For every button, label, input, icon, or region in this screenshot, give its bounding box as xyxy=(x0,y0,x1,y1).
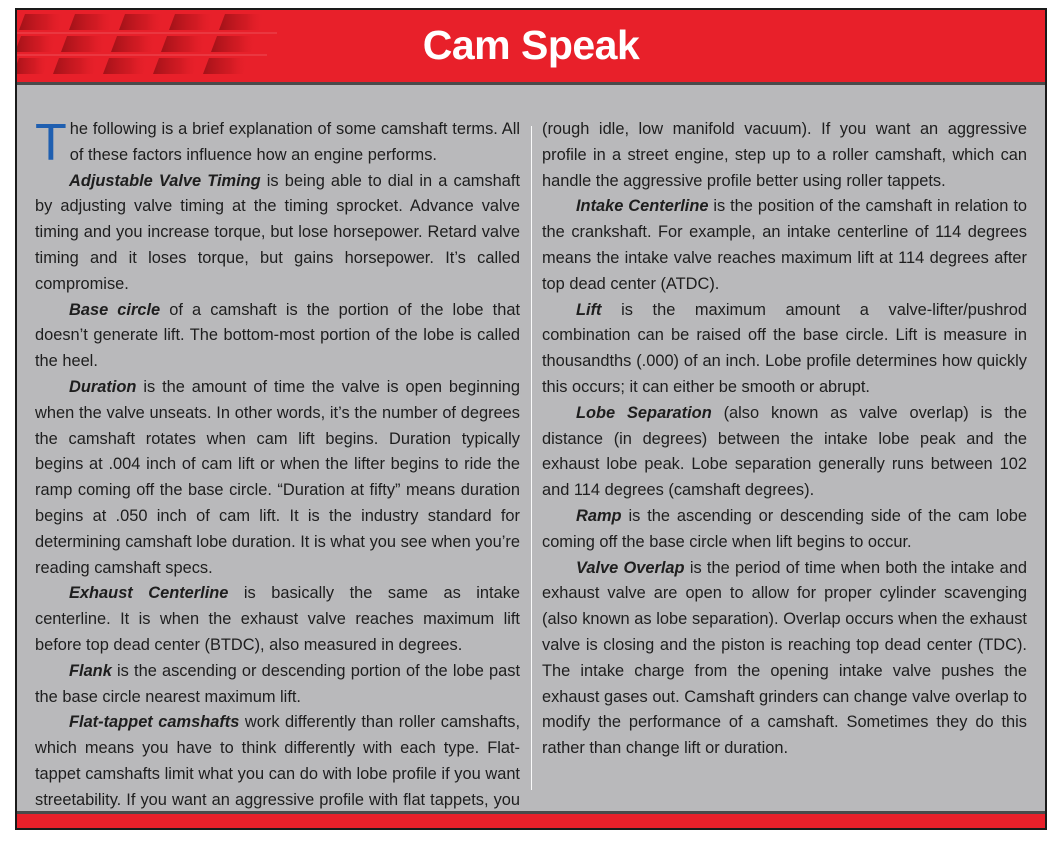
left-column xyxy=(35,114,521,830)
entry-exhaust-centerline xyxy=(35,581,520,658)
term-label: Duration xyxy=(69,377,137,396)
banner-divider xyxy=(17,82,1045,85)
term-definition: of a camshaft is the portion of the lobe that doesn’t generate lift. The bottom-most portion of the lobe is called the heel. xyxy=(35,300,520,371)
right-column xyxy=(542,117,1027,762)
term-label: Exhaust Centerline xyxy=(69,584,229,603)
footer-bar xyxy=(17,814,1045,828)
entry-intake-centerline xyxy=(542,194,1027,297)
intro-text: he following is a brief explanation of some camshaft terms. All of these factors influence how an engine performs. xyxy=(69,120,520,164)
entry-flank xyxy=(35,659,520,711)
term-label: Base circle xyxy=(69,300,161,319)
term-definition: is basically the same as intake centerline. It is when the exhaust valve reaches maximum lift before top dead center (BTDC), also measured in degrees. xyxy=(35,584,521,654)
continued-paragraph: (rough idle, low manifold vacuum). If you want an aggressive profile in a street engine, step up to a roller camshaft, which can handle the aggressive profile better using roller tappets. xyxy=(542,120,1027,190)
entry-base-circle xyxy=(35,298,520,375)
term-label: Flat-tappet camshafts xyxy=(69,713,240,732)
term-label: Ramp xyxy=(576,506,622,525)
drop-cap: T xyxy=(35,114,67,172)
title-banner xyxy=(17,10,1045,82)
term-definition: is the ascending or descending side of the cam lobe coming off the base circle when lift begins to occur. xyxy=(542,506,1027,551)
intro-paragraph xyxy=(35,114,520,172)
term-definition: is the ascending or descending portion of the lobe past the base circle nearest maximum lift. xyxy=(35,661,520,706)
term-definition: is the amount of time the valve is open beginning when the valve unseats. In other words, it’s the number of degrees the camshaft rotates when cam lift begins. Duration typically begins at .004 inch of cam lift or when the lifter begins to ride the ramp coming off the base circle. “Duration at fifty” means duration begins at .050 inch of cam lift. It is the industry standard for determining camshaft lobe duration. It is what you see when you’re reading camshaft specs. xyxy=(35,377,520,577)
term-label: Flank xyxy=(69,661,112,680)
term-label: Lobe Separation xyxy=(576,403,712,422)
term-definition: is the position of the camshaft in relation to the crankshaft. For example, an intake centerline of 114 degrees means the intake valve reaches maximum lift at 114 degrees after top dead center (ATDC). xyxy=(542,197,1027,293)
term-label: Adjustable Valve Timing xyxy=(69,171,261,190)
term-definition: is the period of time when both the intake and exhaust valve are open to allow for proper cylinder scavenging (also known as lobe separation). Overlap occurs when the exhaust valve is closing and the piston is reaching top dead center (TDC). The intake charge from the opening intake valve pushes the exhaust gases out. Camshaft grinders can change valve overlap to modify the performance of a camshaft. Sometimes they do this rather than change lift or duration. xyxy=(542,558,1028,758)
term-label: Valve Overlap xyxy=(576,558,685,577)
page-title: Cam Speak xyxy=(422,22,640,68)
entry-ramp xyxy=(542,504,1027,556)
term-definition: is being able to dial in a camshaft by adjusting valve timing at the timing sprocket. Advance valve timing and you increase torque, but lose horsepower. Retard valve timing and it loses torque, but gains horsepower. It’s called compromise. xyxy=(35,171,520,293)
entry-lift xyxy=(542,298,1027,401)
term-definition: work differently than roller camshafts, which means you have to think differently with each type. Flat-tappet camshafts limit what you can do with lobe profile if you want streetability. If you want an aggressive profile with flat tappets, you xyxy=(35,713,520,809)
term-label: Lift xyxy=(576,300,602,319)
term-definition: is the maximum amount a valve-lifter/pushrod combination can be raised off the base circle. Lift is measure in thousandths (.000) of an inch. Lobe profile determines how quickly this occurs; it can either be smooth or abrupt. xyxy=(542,300,1027,396)
entry-lobe-separation xyxy=(542,401,1027,504)
term-label: Intake Centerline xyxy=(576,197,709,216)
column-divider xyxy=(531,126,532,790)
entry-valve-overlap xyxy=(542,556,1027,762)
entry-duration xyxy=(35,375,520,581)
cam-speak-sidebar xyxy=(15,8,1047,830)
term-definition: (also known as valve overlap) is the distance (in degrees) between the intake lobe peak and the exhaust lobe peak. Lobe separation generally runs between 102 and 114 degrees (camshaft degrees). xyxy=(542,403,1027,500)
entry-adjustable-valve-timing xyxy=(35,169,520,298)
